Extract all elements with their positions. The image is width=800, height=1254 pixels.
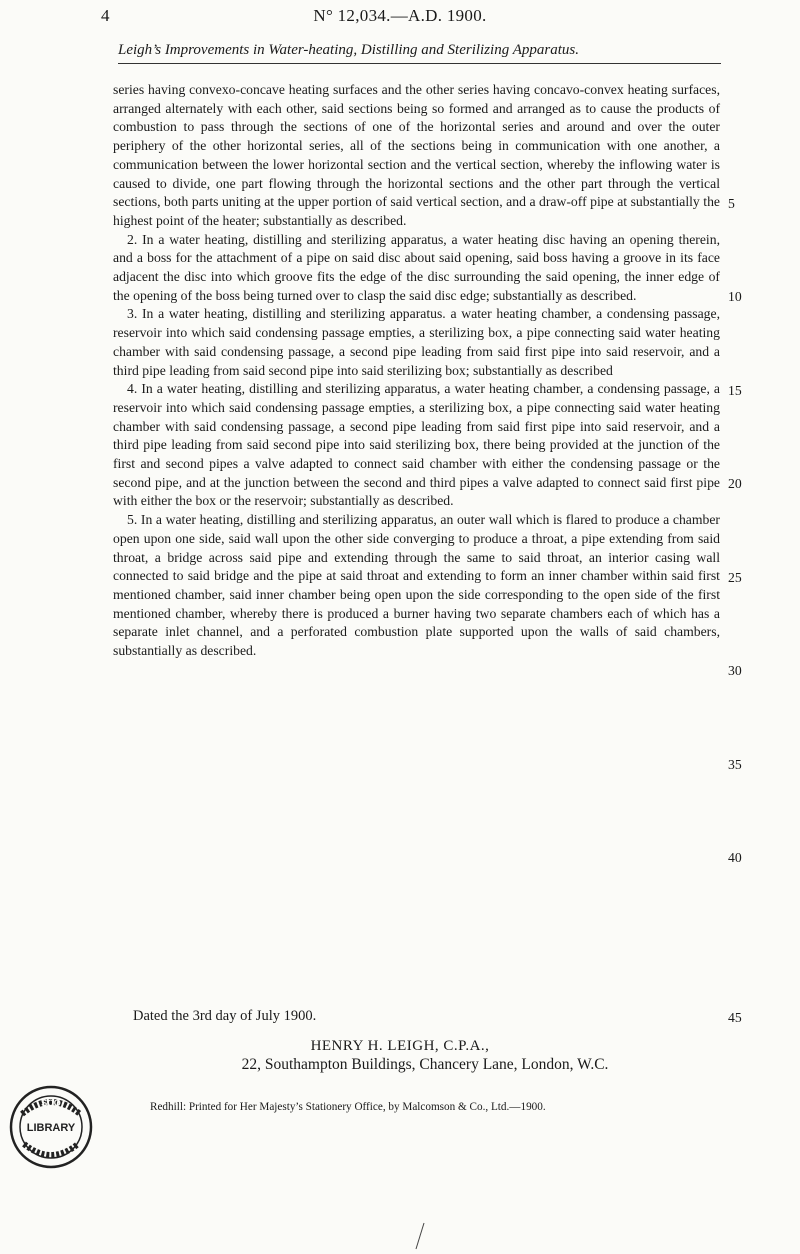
line-number: 10 [728, 289, 742, 304]
line-number: 35 [728, 757, 742, 772]
line-number: 15 [728, 383, 742, 398]
page-number: 4 [101, 6, 110, 25]
printer-imprint: Redhill: Printed for Her Majesty’s Stationery Office, by Malcomson & Co., Ltd.—1900. [150, 1101, 546, 1113]
line-number: 45 [728, 1010, 742, 1025]
signer-address: 22, Southampton Buildings, Chancery Lane, London, W.C. [241, 1056, 609, 1073]
line-number: 40 [728, 850, 742, 865]
claim-2: 2. In a water heating, distilling and sterilizing apparatus, a water heating disc having an opening therein, and a boss for the attachment of a pipe on said disc about said opening, said boss having a groove in its face adjacent the disc into which groove fits the edge of the disc surrounding the said opening, the inner edge of the opening of the boss being turned over to clasp the said disc edge; substantially as described. [113, 231, 720, 303]
line-number: 20 [728, 476, 742, 491]
pen-mark-icon [414, 1222, 426, 1250]
claim-3: 3. In a water heating, distilling and sterilizing apparatus. a water heating chamber, a condensing passage, reservoir into which said condensing passage empties, a sterilizing box, a pipe connecting said water heating chamber with said condensing passage, a second pipe leading from said first pipe into said reservoir, and a third pipe leading from said second pipe into said sterilizing box; substantially as described [113, 306, 720, 378]
patent-number: N° 12,034.—A.D. 1900. [313, 6, 487, 25]
library-stamp-icon [8, 1084, 94, 1170]
stamp-label: LIBRARY [26, 1122, 76, 1134]
running-title: Leigh’s Improvements in Water-heating, Distilling and Sterilizing Apparatus. [118, 42, 579, 58]
dated-line: Dated the 3rd day of July 1900. [133, 1008, 317, 1024]
signer-name: HENRY H. LEIGH, C.P.A., [310, 1038, 490, 1054]
claim-4: 4. In a water heating, distilling and sterilizing apparatus, a water heating chamber, a condensing passage, a reservoir into which said condensing passage empties, a sterilizing box, a pipe connecting said water heating chamber with said condensing passage, a second pipe leading from said first pipe into said reservoir, and a third pipe leading from said second pipe into said sterilizing box, there being provided at the junction of the first and second pipes a valve adapted to connect said chamber with either the condensing passage or the second pipe, and at the junction between the second and third pipes a valve adapted to connect said first pipe with either the box or the reservoir; substantially as described. [113, 381, 720, 509]
line-number: 5 [728, 196, 735, 211]
stamp-ring-text: SCO [41, 1098, 61, 1108]
claim-1-continuation: series having convexo-concave heating surfaces and the other series having concavo-convex heating surfaces, arranged alternately with each other, said sections being so formed and arranged as to cause the products of combustion to pass through the sections of one of the horizontal series and around and over the outer periphery of the other horizontal series, all of the sections being in communication with one another, a communication between the lower horizontal section and the vertical section, whereby the inflowing water is caused to divide, one part flowing through the horizontal sections and the other part through the vertical sections, both parts uniting at the upper portion of said vertical section, and a draw-off pipe at substantially the highest point of the heater; substantially as described. [113, 82, 720, 228]
line-number: 25 [728, 570, 742, 585]
header-rule [118, 63, 721, 64]
claims-text [113, 81, 720, 661]
claim-5: 5. In a water heating, distilling and sterilizing apparatus, an outer wall which is flared to produce a chamber open upon one side, said wall upon the other side converging to produce a throat, a pipe extending from said throat, a bridge across said pipe and extending through the same to said throat, an interior casing wall connected to said bridge and the pipe at said throat and extending to form an inner chamber within said first mentioned chamber, said inner chamber being open upon the side corresponding to the open side of the first mentioned chamber, whereby there is produced a burner having two separate chambers each of which has a separate inlet channel, and a perforated combustion plate supported upon the walls of said chambers, substantially as described. [113, 512, 720, 659]
line-number: 30 [728, 663, 742, 678]
